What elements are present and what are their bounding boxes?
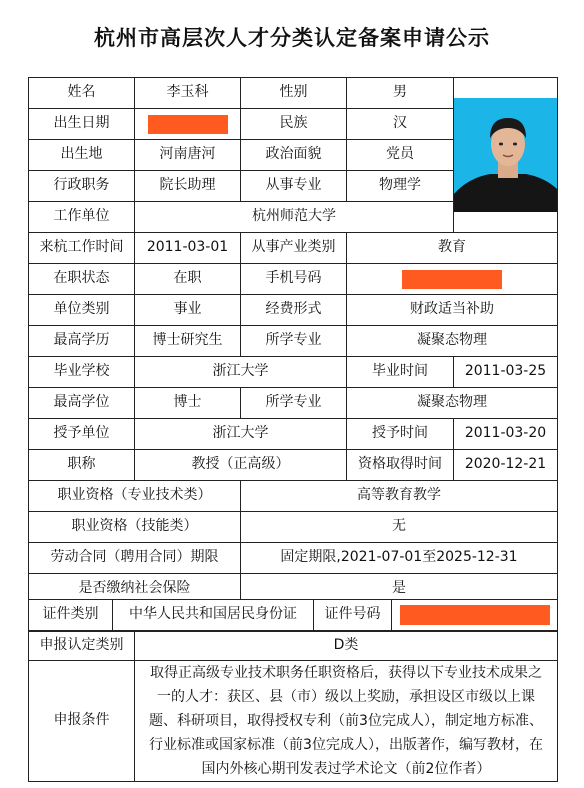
major2-value: 凝聚态物理	[346, 387, 558, 419]
status-value: 在职	[134, 263, 241, 295]
photo-cell	[453, 77, 558, 233]
funding-label: 经费形式	[240, 294, 347, 326]
education-label: 最高学历	[28, 325, 135, 357]
major-label: 所学专业	[240, 325, 347, 357]
qual-time-value: 2020-12-21	[453, 449, 558, 481]
politics-value: 党员	[346, 139, 454, 171]
phone-label: 手机号码	[240, 263, 347, 295]
redaction-block	[148, 115, 228, 134]
job-title-value: 教授（正高级）	[134, 449, 347, 481]
conditions-value: 取得正高级专业技术职务任职资格后，获得以下专业技术成果之一的人才：获区、县（市）级以上奖励，承担设区市级以上课题、科研项目，取得授权专利（前3位完成人），制定地方标准、行业标准或国家标准（前3位完成人），出版著作，编写教材，在国内外核心期刊发表过学术论文（前2位作者）	[134, 660, 558, 782]
degree-label: 最高学位	[28, 387, 135, 419]
category-value: D类	[134, 631, 558, 661]
admin-post-label: 行政职务	[28, 170, 135, 202]
grant-time-label: 授予时间	[346, 418, 454, 450]
unit-type-label: 单位类别	[28, 294, 135, 326]
employer-value: 杭州师范大学	[134, 201, 454, 233]
insurance-label: 是否缴纳社会保险	[28, 573, 241, 605]
grantor-value: 浙江大学	[134, 418, 347, 450]
status-label: 在职状态	[28, 263, 135, 295]
page-title: 杭州市高层次人才分类认定备案申请公示	[94, 26, 490, 50]
arrival-label: 来杭工作时间	[28, 232, 135, 264]
gender-value: 男	[346, 77, 454, 109]
admin-post-value: 院长助理	[134, 170, 241, 202]
insurance-value: 是	[240, 573, 558, 605]
birthplace-value: 河南唐河	[134, 139, 241, 171]
qual-time-label: 资格取得时间	[346, 449, 454, 481]
job-title-label: 职称	[28, 449, 135, 481]
major2-label: 所学专业	[240, 387, 347, 419]
grad-time-value: 2011-03-25	[453, 356, 558, 388]
redaction-block	[400, 605, 550, 625]
id-no-value	[391, 599, 558, 631]
unit-type-value: 事业	[134, 294, 241, 326]
ethnicity-value: 汉	[346, 108, 454, 140]
degree-value: 博士	[134, 387, 241, 419]
arrival-value: 2011-03-01	[134, 232, 241, 264]
school-label: 毕业学校	[28, 356, 135, 388]
ethnicity-label: 民族	[240, 108, 347, 140]
birthdate-value	[134, 108, 241, 140]
pro-qual-value: 高等教育教学	[240, 480, 558, 512]
id-no-label: 证件号码	[313, 599, 392, 631]
grantor-label: 授予单位	[28, 418, 135, 450]
id-type-label: 证件类别	[28, 599, 113, 631]
grant-time-value: 2011-03-20	[453, 418, 558, 450]
pro-qual-label: 职业资格（专业技术类）	[28, 480, 241, 512]
birthdate-label: 出生日期	[28, 108, 135, 140]
politics-label: 政治面貌	[240, 139, 347, 171]
gender-label: 性别	[240, 77, 347, 109]
category-label: 申报认定类别	[28, 631, 135, 661]
funding-value: 财政适当补助	[346, 294, 558, 326]
education-value: 博士研究生	[134, 325, 241, 357]
skill-qual-value: 无	[240, 511, 558, 543]
industry-value: 教育	[346, 232, 558, 264]
redaction-block	[402, 270, 502, 289]
contract-label: 劳动合同（聘用合同）期限	[28, 542, 241, 574]
phone-value	[346, 263, 558, 295]
id-type-value: 中华人民共和国居民身份证	[112, 599, 314, 631]
name-label: 姓名	[28, 77, 135, 109]
skill-qual-label: 职业资格（技能类）	[28, 511, 241, 543]
major-value: 凝聚态物理	[346, 325, 558, 357]
birthplace-label: 出生地	[28, 139, 135, 171]
school-value: 浙江大学	[134, 356, 347, 388]
industry-label: 从事产业类别	[240, 232, 347, 264]
specialty-value: 物理学	[346, 170, 454, 202]
contract-value: 固定期限,2021-07-01至2025-12-31	[240, 542, 558, 574]
name-value: 李玉科	[134, 77, 241, 109]
portrait-svg	[454, 98, 557, 212]
person-portrait-icon	[454, 98, 557, 212]
specialty-label: 从事专业	[240, 170, 347, 202]
employer-label: 工作单位	[28, 201, 135, 233]
conditions-label: 申报条件	[28, 660, 135, 782]
grad-time-label: 毕业时间	[346, 356, 454, 388]
